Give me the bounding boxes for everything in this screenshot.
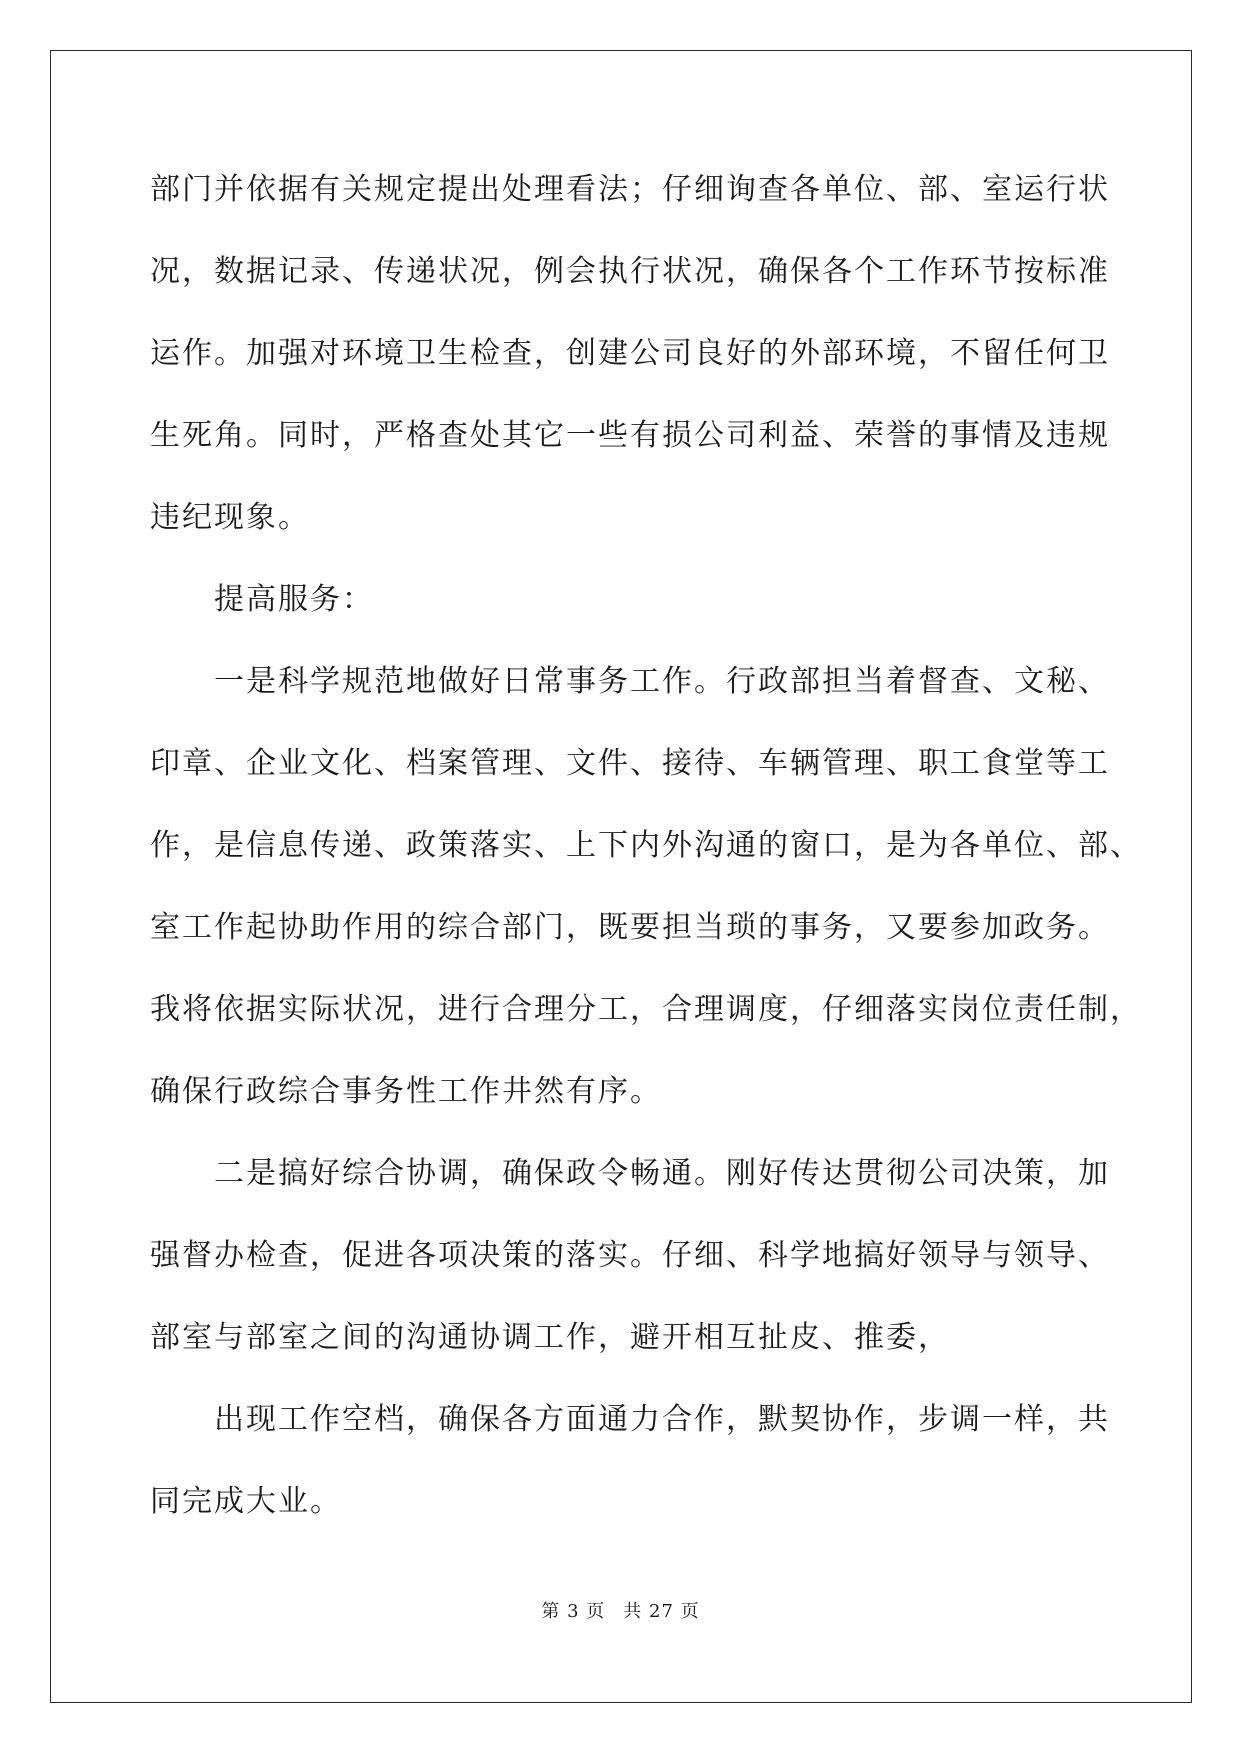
text-line: 同完成大业。 bbox=[150, 1484, 342, 1519]
text-line: 我将依据实际状况，进行合理分工，合理调度，仔细落实岗位责任制， bbox=[150, 992, 1142, 1027]
page-total: 共 27 页 bbox=[623, 1601, 700, 1622]
text-line: 二是搞好综合协调，确保政令畅通。刚好传达贯彻公司决策，加 bbox=[214, 1156, 1110, 1191]
document-body bbox=[150, 160, 1142, 1554]
text-line: 确保行政综合事务性工作井然有序。 bbox=[150, 1074, 662, 1109]
text-line: 况，数据记录、传递状况，例会执行状况，确保各个工作环节按标准 bbox=[150, 254, 1110, 289]
text-line: 运作。加强对环境卫生检查，创建公司良好的外部环境，不留任何卫 bbox=[150, 336, 1110, 371]
text-line: 作，是信息传递、政策落实、上下内外沟通的窗口，是为各单位、部、 bbox=[150, 828, 1142, 863]
text-line: 部室与部室之间的沟通协调工作，避开相互扯皮、推委， bbox=[150, 1320, 950, 1355]
page-footer bbox=[0, 1597, 1241, 1623]
text-line: 部门并依据有关规定提出处理看法；仔细询查各单位、部、室运行状 bbox=[150, 172, 1110, 207]
text-line: 印章、企业文化、档案管理、文件、接待、车辆管理、职工食堂等工 bbox=[150, 746, 1110, 781]
page-number: 第 3 页 bbox=[541, 1601, 606, 1622]
text-line: 生死角。同时，严格查处其它一些有损公司利益、荣誉的事情及违规 bbox=[150, 418, 1110, 453]
text-line: 室工作起协助作用的综合部门，既要担当琐的事务，又要参加政务。 bbox=[150, 910, 1110, 945]
text-line: 一是科学规范地做好日常事务工作。行政部担当着督查、文秘、 bbox=[214, 664, 1110, 699]
section-heading: 提高服务： bbox=[214, 582, 374, 617]
text-line: 强督办检查，促进各项决策的落实。仔细、科学地搞好领导与领导、 bbox=[150, 1238, 1110, 1273]
text-line: 出现工作空档，确保各方面通力合作，默契协作，步调一样，共 bbox=[214, 1402, 1110, 1437]
text-line: 违纪现象。 bbox=[150, 500, 310, 535]
